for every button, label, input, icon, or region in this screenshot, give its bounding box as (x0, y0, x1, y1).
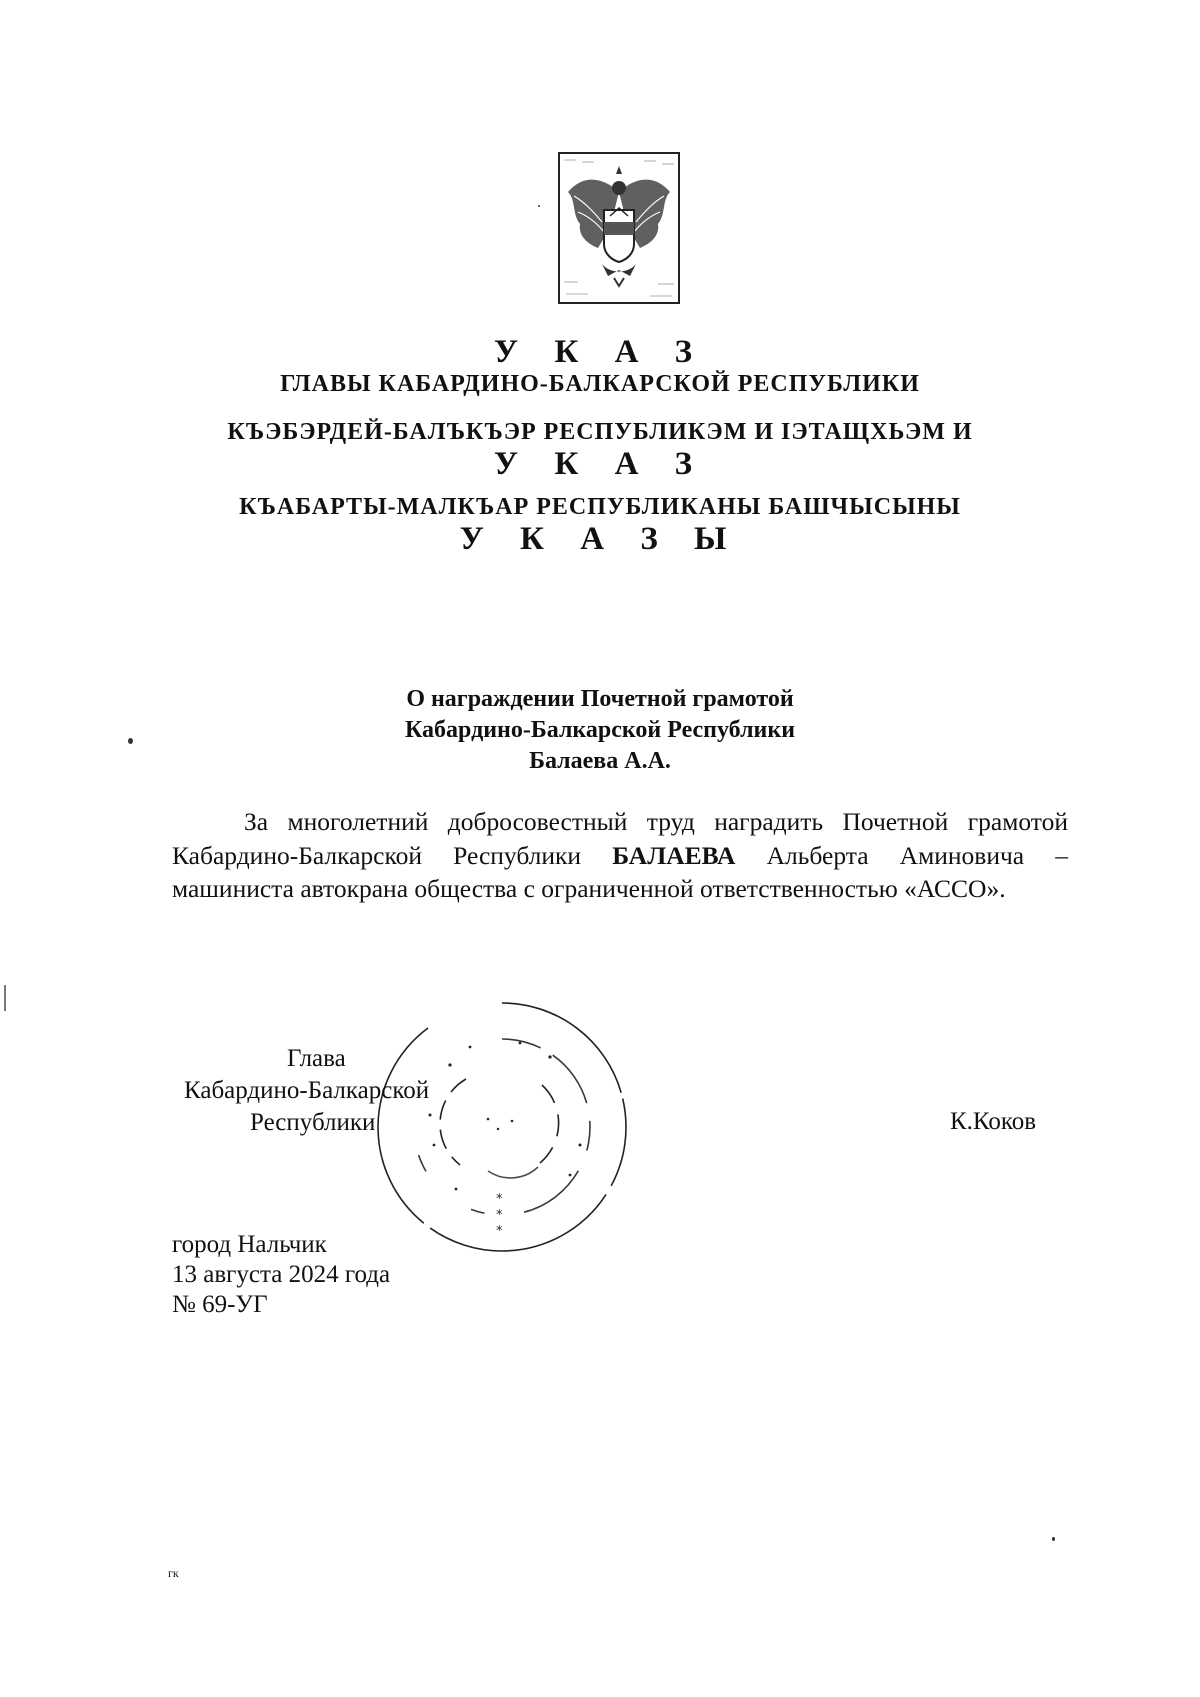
svg-text:*: * (496, 1192, 503, 1207)
head-of-republic-title-krc: КЪАБАРТЫ-МАЛКЪАР РЕСПУБЛИКАНЫ БАШЧЫСЫНЫ (239, 494, 961, 520)
decree-heading-krc: У К А З Ы (459, 521, 741, 557)
decree-body-paragraph (172, 805, 1068, 906)
scan-artifact-line (4, 985, 6, 1011)
decree-number: № 69-УГ (172, 1291, 268, 1318)
issue-date: 13 августа 2024 года (172, 1261, 391, 1288)
signatory-position-line-1: Глава (287, 1045, 346, 1072)
decree-title-line-1: О награждении Почетной грамотой (406, 686, 794, 712)
signatory-name: К.Коков (950, 1108, 1037, 1135)
body-text-part-1: За многолетний добросовестный труд наградить Почетной грамотой Кабардино-Балкарской Республики (172, 807, 1068, 870)
awardee-surname: БАЛАЕВА (612, 840, 736, 870)
scan-artifact-speck (1052, 1537, 1055, 1541)
decree-title-line-2: Кабардино-Балкарской Республики (404, 717, 796, 743)
head-of-republic-title-kbd: КЪЭБЭРДЕЙ-БАЛЪКЪЭР РЕСПУБЛИКЭМ И ІЭТАЩХЬЭМ И (227, 419, 973, 445)
decree-heading-kbd: У К А З (493, 446, 707, 482)
signatory-position-line-2: Кабардино-Балкарской (184, 1077, 430, 1104)
head-of-republic-title-ru: ГЛАВЫ КАБАРДИНО-БАЛКАРСКОЙ РЕСПУБЛИКИ (280, 371, 920, 397)
scan-artifact-speck (128, 738, 133, 744)
typist-initials: гк (168, 1566, 179, 1580)
official-seal-stamp (370, 995, 635, 1260)
scan-artifact-speck (538, 205, 540, 207)
coat-of-arms-emblem (558, 152, 680, 304)
signatory-position-line-3: Республики (250, 1109, 376, 1136)
decree-title-line-3: Балаева А.А. (529, 748, 671, 774)
decree-title (0, 684, 1200, 777)
decree-footer (172, 1230, 390, 1320)
svg-text:*: * (496, 1224, 503, 1239)
decree-heading-ru: У К А З (493, 334, 707, 370)
svg-text:*: * (496, 1208, 503, 1223)
body-text-part-2: Альберта Аминовича – машиниста автокрана общества с ограниченной ответственностью «АССО». (172, 840, 1069, 903)
issue-city: город Нальчик (172, 1231, 327, 1258)
